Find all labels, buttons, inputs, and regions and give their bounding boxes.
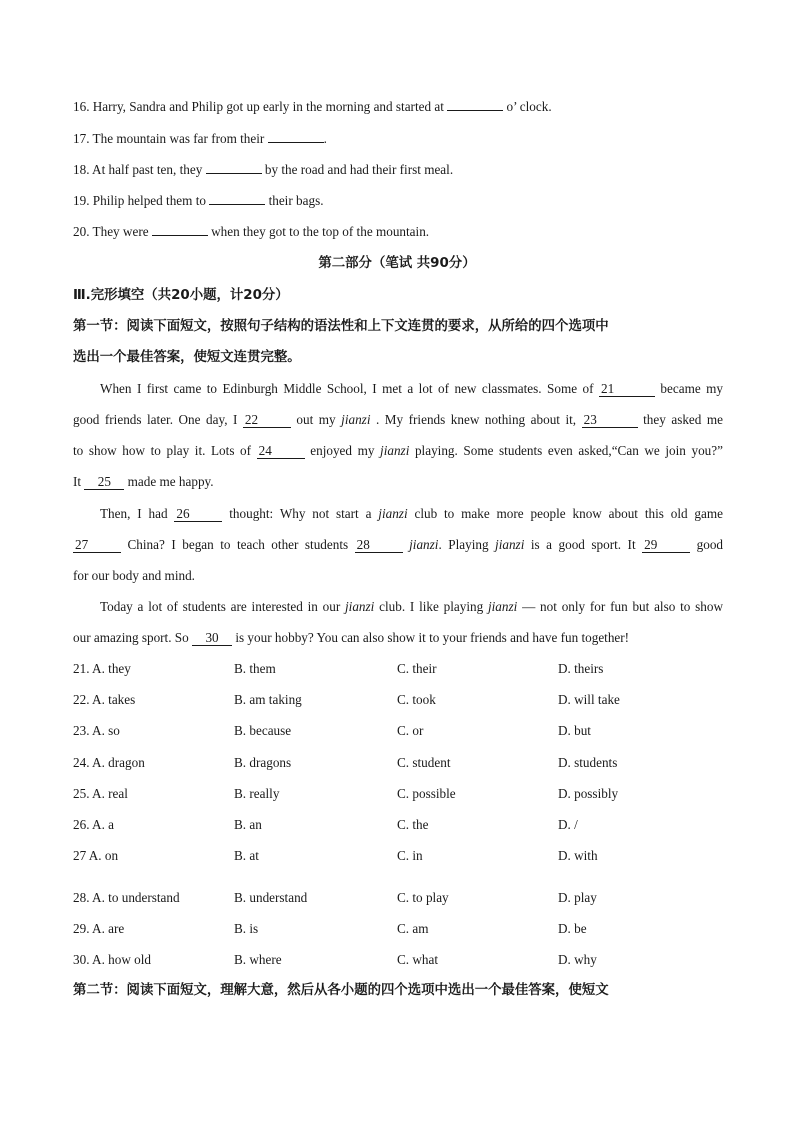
passage-line: Today a lot of students are interested in our jianzi club. I like playing jianzi — not only for fun but also to show	[100, 599, 723, 614]
blank-28[interactable]: 28	[355, 538, 403, 553]
section-two-instruction-line1: 第二节：阅读下面短文，理解大意，然后从各小题的四个选项中选出一个最佳答案，使短文	[73, 983, 609, 998]
answer-blank[interactable]	[447, 110, 503, 111]
option-c[interactable]: C. possible	[397, 786, 456, 801]
question-text: their bags.	[265, 193, 324, 208]
question-20	[73, 223, 723, 241]
option-b[interactable]: B. dragons	[234, 755, 292, 770]
option-a[interactable]: 30. A. how old	[73, 952, 152, 967]
answer-blank[interactable]	[268, 142, 324, 143]
option-a[interactable]: 29. A. are	[73, 921, 125, 936]
question-text: 19. Philip helped them to	[73, 193, 210, 208]
option-a[interactable]: 26. A. a	[73, 817, 115, 832]
passage-line: our amazing sport. So 30 is your hobby? You can also show it to your friends and have fun together!	[73, 630, 630, 645]
option-b[interactable]: B. where	[234, 952, 282, 967]
option-c[interactable]: C. in	[397, 848, 423, 863]
section-three-title: Ⅲ.完形填空（共20小题，计20分）	[73, 288, 289, 303]
option-d[interactable]: D. why	[558, 952, 597, 967]
blank-22[interactable]: 22	[243, 413, 291, 428]
answer-blank[interactable]	[152, 235, 208, 236]
passage-line: When I first came to Edinburgh Middle School, I met a lot of new classmates. Some of 21 became my	[100, 381, 723, 396]
passage-line: 27 China? I began to teach other students 28 jianzi. Playing jianzi is a good sport. It 29 good	[75, 537, 723, 552]
option-d[interactable]: D. will take	[558, 692, 620, 707]
option-b[interactable]: B. at	[234, 848, 259, 863]
passage-line: Then, I had 26 thought: Why not start a jianzi club to make more people know about this old game	[100, 506, 723, 521]
question-text: 17. The mountain was far from their	[73, 131, 268, 146]
option-c[interactable]: C. to play	[397, 890, 449, 905]
blank-26[interactable]: 26	[174, 507, 222, 522]
blank-23[interactable]: 23	[582, 413, 638, 428]
section-one-instruction-line1: 第一节：阅读下面短文，按照句子结构的语法性和上下文连贯的要求，从所给的四个选项中	[73, 319, 609, 334]
option-b[interactable]: B. really	[234, 786, 280, 801]
option-d[interactable]: D. be	[558, 921, 587, 936]
blank-30[interactable]: 30	[192, 631, 232, 646]
blank-25[interactable]: 25	[84, 475, 124, 490]
option-b[interactable]: B. them	[234, 661, 276, 676]
question-18	[73, 161, 723, 179]
blank-21[interactable]: 21	[599, 382, 655, 397]
question-16	[73, 98, 723, 116]
question-19	[73, 192, 723, 210]
option-d[interactable]: D. play	[558, 890, 597, 905]
answer-blank[interactable]	[206, 173, 262, 174]
option-c[interactable]: C. student	[397, 755, 451, 770]
option-a[interactable]: 22. A. takes	[73, 692, 136, 707]
question-text: when they got to the top of the mountain.	[207, 224, 430, 239]
option-d[interactable]: D. but	[558, 723, 591, 738]
option-b[interactable]: B. understand	[234, 890, 308, 905]
blank-27[interactable]: 27	[73, 538, 121, 553]
option-b[interactable]: B. am taking	[234, 692, 302, 707]
option-a[interactable]: 27 A. on	[73, 848, 119, 863]
question-text: 18. At half past ten, they	[73, 162, 206, 177]
option-d[interactable]: D. theirs	[558, 661, 604, 676]
question-text: o’ clock.	[503, 99, 552, 114]
passage-line: for our body and mind.	[73, 568, 195, 583]
option-c[interactable]: C. their	[397, 661, 437, 676]
option-a[interactable]: 25. A. real	[73, 786, 128, 801]
passage-line: It 25 made me happy.	[73, 474, 214, 489]
section-one-instruction-line2: 选出一个最佳答案，使短文连贯完整。	[73, 350, 301, 365]
option-d[interactable]: D. students	[558, 755, 618, 770]
option-c[interactable]: C. or	[397, 723, 424, 738]
answer-blank[interactable]	[209, 204, 265, 205]
option-a[interactable]: 21. A. they	[73, 661, 131, 676]
blank-29[interactable]: 29	[642, 538, 690, 553]
option-b[interactable]: B. an	[234, 817, 262, 832]
option-b[interactable]: B. is	[234, 921, 259, 936]
option-c[interactable]: C. am	[397, 921, 429, 936]
passage-line: to show how to play it. Lots of 24 enjoyed my jianzi playing. Some students even asked,“Can we join you?”	[73, 443, 723, 458]
option-d[interactable]: D. /	[558, 817, 578, 832]
question-text: by the road and had their first meal.	[261, 162, 454, 177]
question-17	[73, 130, 723, 148]
question-text: 20. They were	[73, 224, 152, 239]
option-c[interactable]: C. what	[397, 952, 439, 967]
question-text: 16. Harry, Sandra and Philip got up early in the morning and started at	[73, 99, 448, 114]
option-d[interactable]: D. possibly	[558, 786, 619, 801]
option-b[interactable]: B. because	[234, 723, 292, 738]
option-d[interactable]: D. with	[558, 848, 598, 863]
passage-line: good friends later. One day, I 22 out my jianzi . My friends knew nothing about it, 23 they asked me	[73, 412, 724, 427]
part-two-title: 第二部分（笔试 共90分）	[318, 256, 476, 271]
option-a[interactable]: 23. A. so	[73, 723, 120, 738]
option-a[interactable]: 24. A. dragon	[73, 755, 145, 770]
blank-24[interactable]: 24	[257, 444, 305, 459]
option-c[interactable]: C. took	[397, 692, 436, 707]
option-a[interactable]: 28. A. to understand	[73, 890, 180, 905]
question-text: .	[323, 131, 327, 146]
option-c[interactable]: C. the	[397, 817, 429, 832]
